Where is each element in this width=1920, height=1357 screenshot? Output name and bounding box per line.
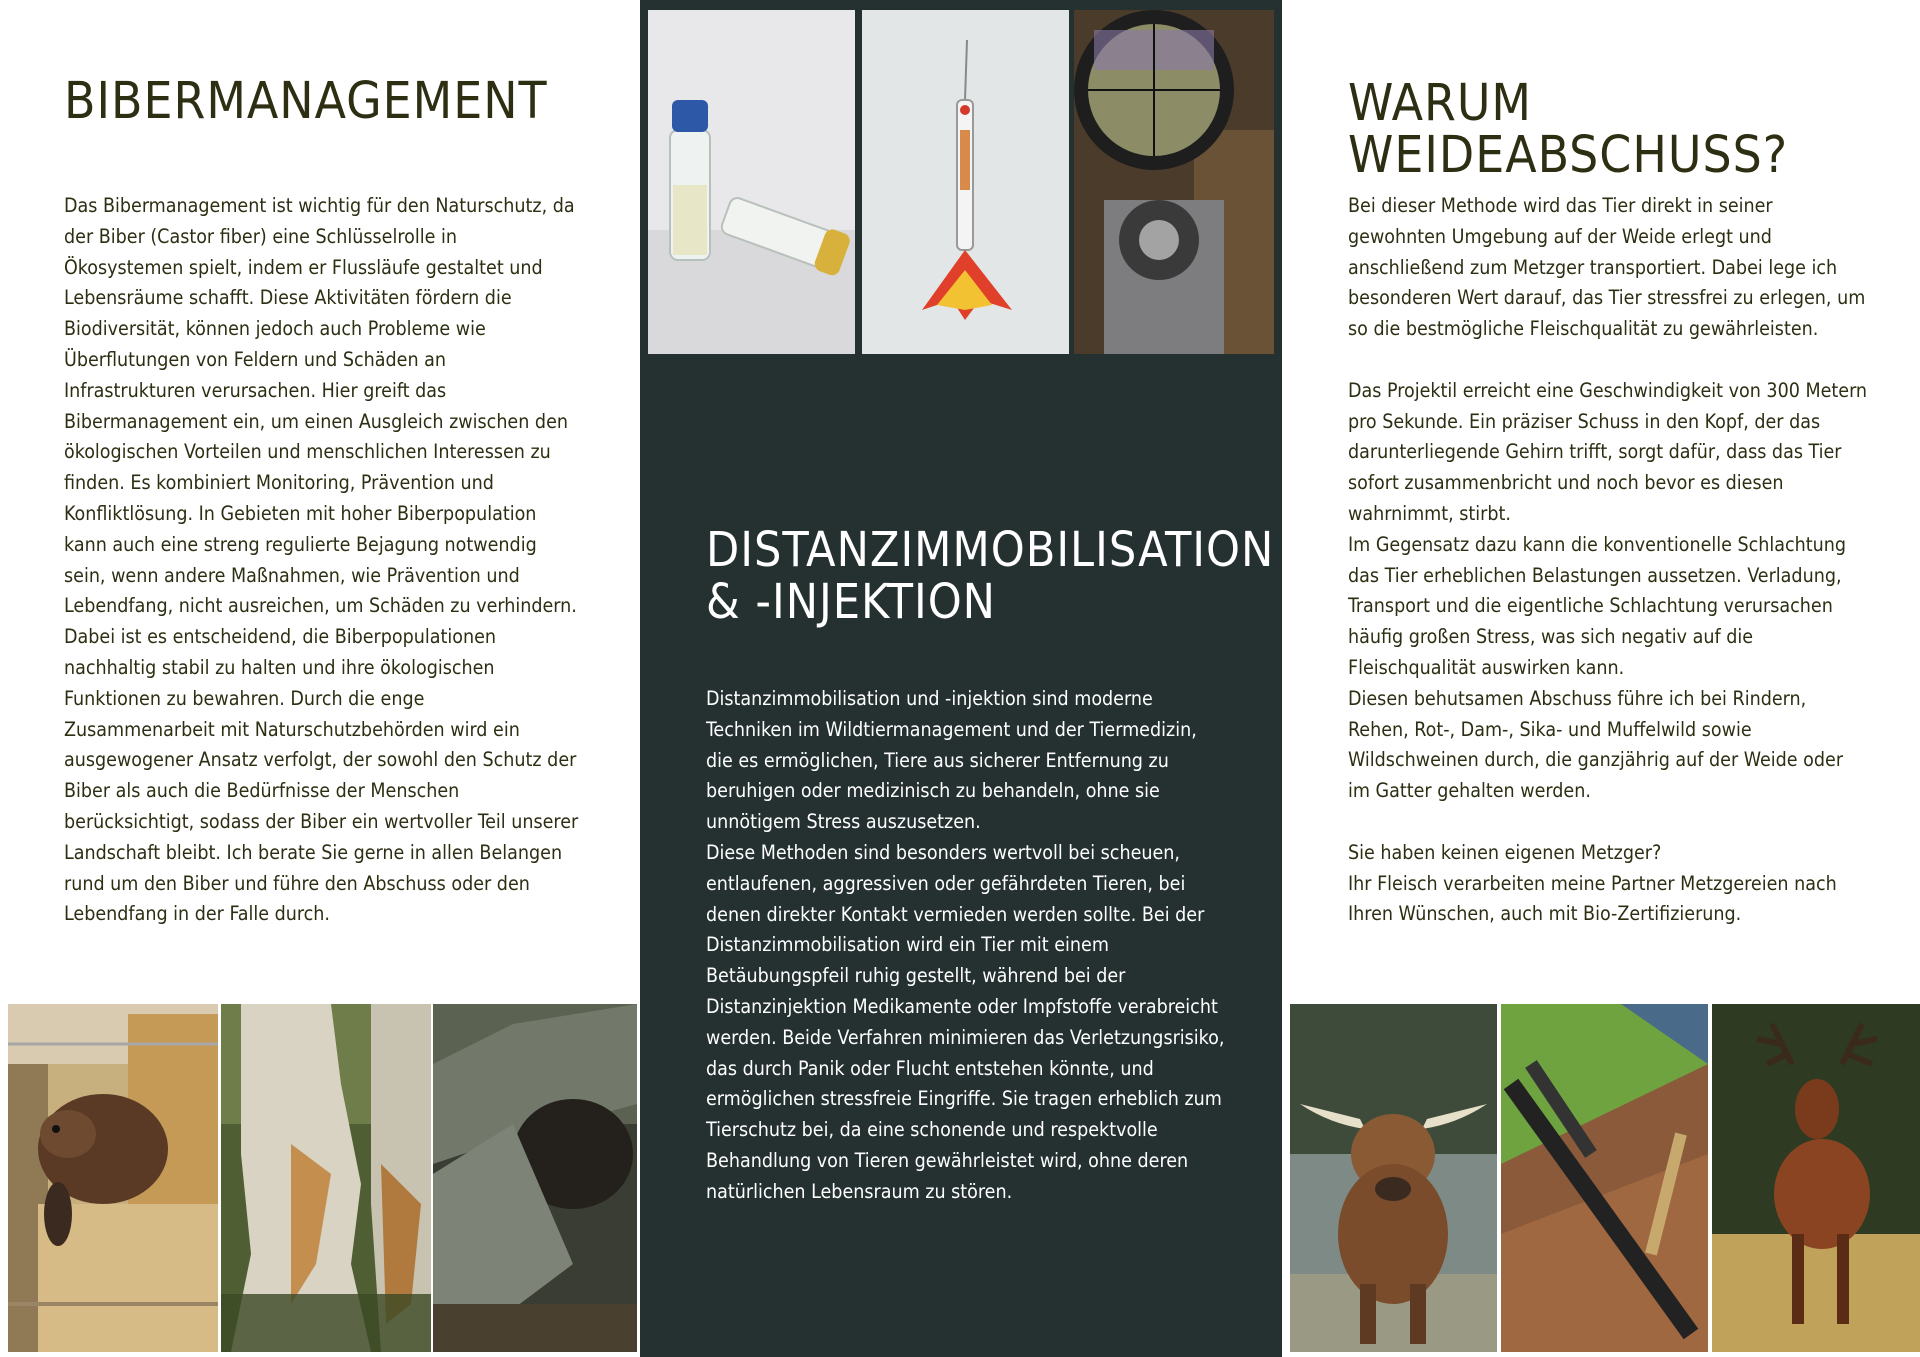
section-title: WARUM WEIDEABSCHUSS? bbox=[1348, 74, 1789, 185]
rifle-scope-photo bbox=[1074, 10, 1274, 354]
tranquilizer-dart-photo bbox=[862, 10, 1069, 354]
panel-distanzimmobilisation bbox=[640, 0, 1282, 1357]
beaver-trap-box-photo bbox=[433, 1004, 637, 1352]
rifle-meadow-photo bbox=[1501, 1004, 1708, 1352]
medication-vial-photo bbox=[648, 10, 855, 354]
highland-cattle-photo bbox=[1290, 1004, 1497, 1352]
gnawed-tree-photo bbox=[221, 1004, 431, 1352]
section-body: Bei dieser Methode wird das Tier direkt in seiner gewohnten Umgebung auf der Weide erlegt und anschließend zum Metzger transportiert. Dabei lege ich besonderen Wert darauf, das Tier stressfrei zu erlegen, um so die bestmögliche Fleischqualität zu gewährleisten. Das Projektil erreicht eine Geschwindigkeit von 300 Metern pro Sekunde. Ein präziser Schuss in den Kopf, der das darunterliegende Gehirn trifft, sorgt dafür, dass das Tier sofort zusammenbricht und noch bevor es diesen wahrnimmt, stirbt. Im Gegensatz dazu kann die konventionelle Schlachtung das Tier erheblichen Belastungen aussetzen. Verladung, Transport und die eigentliche Schlachtung verursachen häufig großen Stress, was sich negativ auf die Fleischqualität auswirken kann. Diesen behutsamen Abschuss führe ich bei Rindern, Rehen, Rot-, Dam-, Sika- und Muffelwild sowie Wildschweinen durch, die ganzjährig auf der Weide oder im Gatter gehalten werden. Sie haben keinen eigenen Metzger? Ihr Fleisch verarbeiten meine Partner Metzgereien nach Ihren Wünschen, auch mit Bio-Zertifizierung. bbox=[1348, 194, 1868, 926]
panel-bibermanagement bbox=[0, 0, 640, 1357]
beaver-in-trap-photo bbox=[8, 1004, 218, 1352]
section-body: Distanzimmobilisation und -injektion sind moderne Techniken im Wildtiermanagement und der Tiermedizin, die es ermöglichen, Tiere aus sicherer Entfernung zu beruhigen oder medizinisch zu behandeln, ohne sie unnötigem Stress auszusetzen. Diese Methoden sind besonders wertvoll bei scheuen, entlaufenen, aggressiven oder gefährdeten Tieren, bei denen direkter Kontakt vermieden werden sollte. Bei der Distanzimmobilisation wird ein Tier mit einem Betäubungspfeil ruhig gestellt, während bei der Distanzinjektion Medikamente oder Impfstoffe verabreicht werden. Beide Verfahren minimieren das Verletzungsrisiko, das durch Panik oder Flucht entstehen könnte, und ermöglichen stressfreie Eingriffe. Sie tragen erheblich zum Tierschutz bei, da eine schonende und respektvolle Behandlung von Tieren gewährleistet wird, ohne deren natürlichen Lebensraum zu stören. bbox=[706, 687, 1225, 1203]
section-body: Das Bibermanagement ist wichtig für den Naturschutz, da der Biber (Castor fiber) eine Schlüsselrolle in Ökosystemen spielt, indem er Flussläufe gestaltet und Lebensräume schafft. Diese Aktivitäten fördern die Biodiversität, können jedoch auch Probleme wie Überflutungen von Feldern und Schäden an Infrastrukturen verursachen. Hier greift das Bibermanagement ein, um einen Ausgleich zwischen den ökologischen Vorteilen und menschlichen Interessen zu finden. Es kombiniert Monitoring, Prävention und Konfliktlösung. In Gebieten mit hoher Biberpopulation kann auch eine streng regulierte Bejagung notwendig sein, wenn andere Maßnahmen, wie Prävention und Lebendfang, nicht ausreichen, um Schäden zu verhindern. Dabei ist es entscheidend, die Biberpopulationen nachhaltig stabil zu halten und ihre ökologischen Funktionen zu bewahren. Durch die enge Zusammenarbeit mit Naturschutzbehörden wird ein ausgewogener Ansatz verfolgt, der sowohl den Schutz der Biber als auch die Bedürfnisse der Menschen berücksichtigt, sodass der Biber ein wertvoller Teil unserer Landschaft bleibt. Ich berate Sie gerne in allen Belangen rund um den Biber und führe den Abschuss oder den Lebendfang in der Falle durch. bbox=[64, 194, 579, 926]
section-title: DISTANZIMMOBILISATION & -INJEKTION bbox=[706, 522, 1275, 630]
panel-weideabschuss bbox=[1282, 0, 1920, 1357]
section-title: BIBERMANAGEMENT bbox=[64, 72, 548, 131]
red-deer-photo bbox=[1712, 1004, 1920, 1352]
